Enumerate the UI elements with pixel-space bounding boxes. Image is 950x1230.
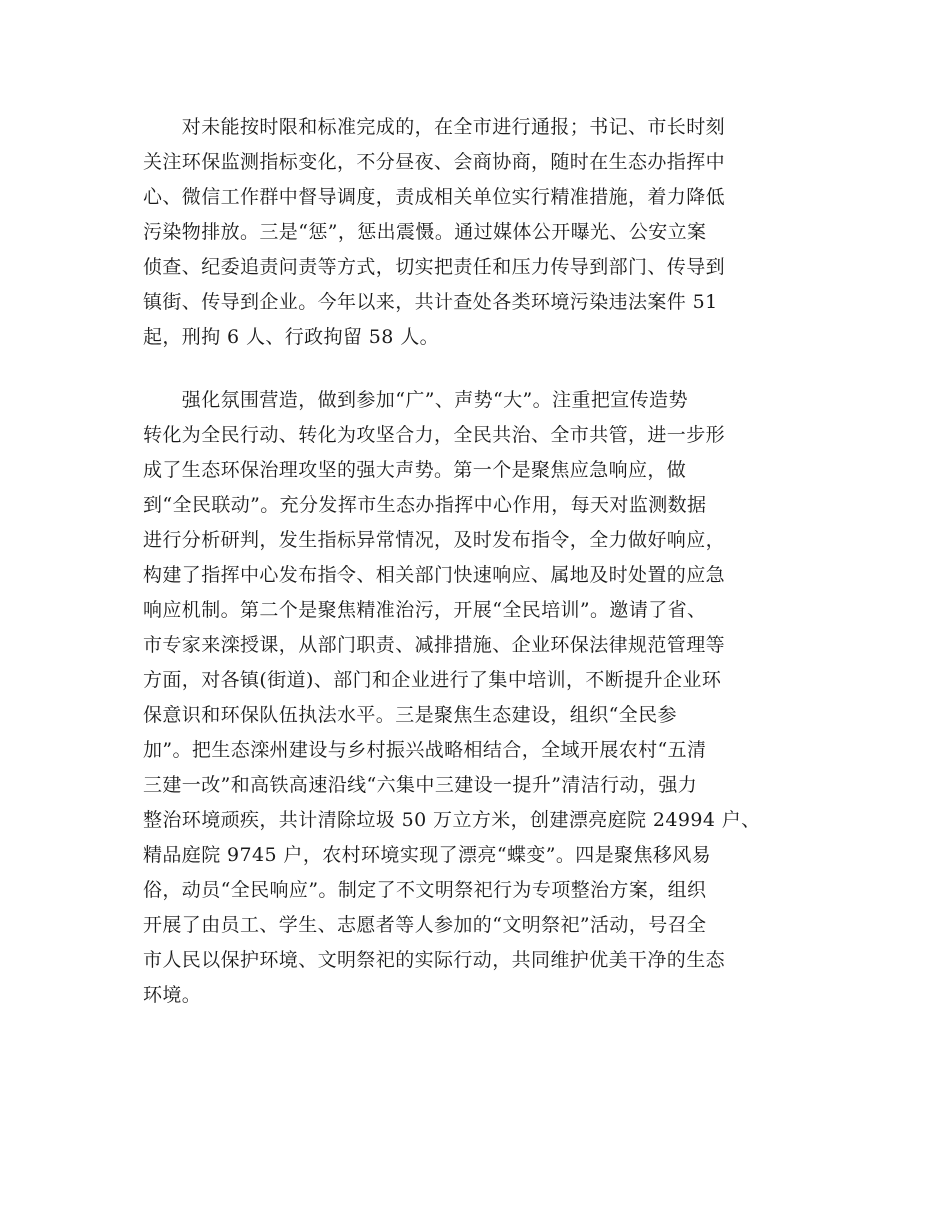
- text-line: 构建了指挥中心发布指令、相关部门快速响应、属地及时处置的应急: [143, 564, 726, 586]
- text-line: 心、微信工作群中督导调度，责成相关单位实行精准措施，着力降低: [143, 186, 726, 208]
- text-line: 整治环境顽疾，共计清除垃圾 50 万立方米，创建漂亮庭院 24994 户、: [143, 809, 761, 831]
- text-line: 强化氛围营造，做到参加“广”、声势“大”。注重把宣传造势: [143, 389, 688, 411]
- text-line: 污染物排放。三是“惩”，惩出震慑。通过媒体公开曝光、公安立案: [143, 221, 707, 243]
- text-line: 进行分析研判，发生指标异常情况，及时发布指令，全力做好响应，: [143, 529, 726, 551]
- text-line: 对未能按时限和标准完成的，在全市进行通报；书记、市长时刻: [143, 116, 726, 138]
- paragraph-enforcement: [143, 110, 803, 355]
- text-line: 环境。: [143, 984, 202, 1006]
- text-line: 加”。把生态滦州建设与乡村振兴战略相结合，全域开展农村“五清: [143, 739, 707, 761]
- text-line: 俗，动员“全民响应”。制定了不文明祭祀行为专项整治方案，组织: [143, 879, 707, 901]
- paragraph-atmosphere: [143, 383, 803, 1013]
- text-line: 精品庭院 9745 户，农村环境实现了漂亮“蝶变”。四是聚焦移风易: [143, 844, 712, 866]
- text-line: 转化为全民行动、转化为攻坚合力，全民共治、全市共管，进一步形: [143, 424, 726, 446]
- text-line: 开展了由员工、学生、志愿者等人参加的“文明祭祀”活动，号召全: [143, 914, 707, 936]
- text-line: 起，刑拘 6 人、行政拘留 58 人。: [143, 326, 440, 348]
- text-line: 侦查、纪委追责问责等方式，切实把责任和压力传导到部门、传导到: [143, 256, 726, 278]
- text-line: 三建一改”和高铁高速沿线“六集中三建设一提升”清洁行动，强力: [143, 774, 698, 796]
- text-line: 成了生态环保治理攻坚的强大声势。第一个是聚焦应急响应，做: [143, 459, 687, 481]
- text-line: 保意识和环保队伍执法水平。三是聚焦生态建设，组织“全民参: [143, 704, 677, 726]
- text-line: 关注环保监测指标变化，不分昼夜、会商协商，随时在生态办指挥中: [143, 151, 726, 173]
- text-line: 市人民以保护环境、文明祭祀的实际行动，共同维护优美干净的生态: [143, 949, 726, 971]
- text-line: 响应机制。第二个是聚焦精准治污，开展“全民培训”。邀请了省、: [143, 599, 707, 621]
- text-line: 镇街、传导到企业。今年以来，共计查处各类环境污染违法案件 51: [143, 291, 718, 313]
- text-line: 到“全民联动”。充分发挥市生态办指挥中心作用，每天对监测数据: [143, 494, 707, 516]
- text-line: 方面，对各镇(街道)、部门和企业进行了集中培训，不断提升企业环: [143, 669, 722, 691]
- text-line: 市专家来滦授课，从部门职责、减排措施、企业环保法律规范管理等: [143, 634, 726, 656]
